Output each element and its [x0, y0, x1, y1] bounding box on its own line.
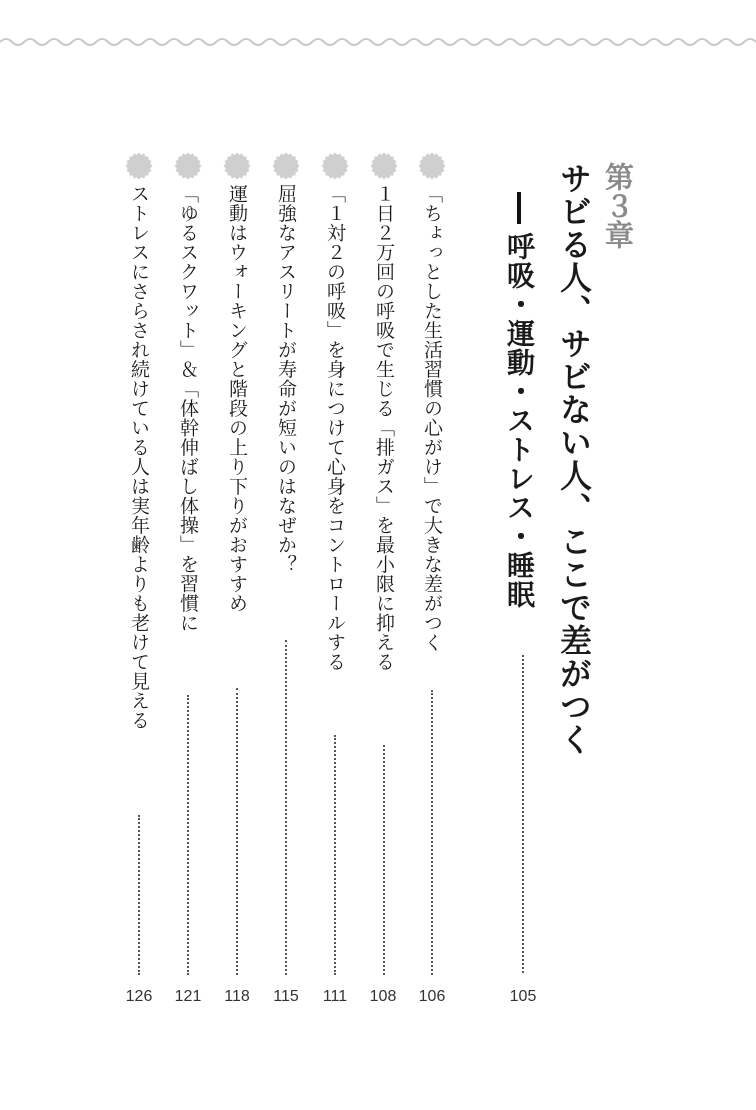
leader-dots-3 — [334, 735, 336, 975]
page-number-5: 118 — [224, 988, 250, 1005]
page-number-1: 106 — [418, 988, 446, 1005]
bullet-badge-icon — [321, 152, 349, 180]
chapter-leader-dots — [522, 655, 524, 973]
bullet-badge-icon — [418, 152, 446, 180]
toc-entry-1[interactable]: 「ちょっとした生活習慣の心がけ」で大きな差がつく — [421, 184, 443, 652]
leader-dots-4 — [285, 640, 287, 975]
bullet-badge-icon — [272, 152, 300, 180]
bullet-badge-icon — [223, 152, 251, 180]
bullet-badge-icon — [370, 152, 398, 180]
bullet-badge-icon — [125, 152, 153, 180]
bullet-badge-icon — [174, 152, 202, 180]
leader-dots-7 — [138, 815, 140, 975]
toc-entry-2[interactable]: １日２万回の呼吸で生じる「排ガス」を最小限に抑える — [373, 184, 395, 672]
toc-entry-7[interactable]: ストレスにさらされ続けている人は実年齢よりも老けて見える — [128, 184, 150, 730]
page-number-6: 121 — [174, 988, 202, 1005]
leader-dots-2 — [383, 745, 385, 975]
toc-entry-4[interactable]: 屈強なアスリートが寿命が短いのはなぜか？ — [275, 184, 297, 574]
top-wavy-border — [0, 34, 756, 50]
page-number-3: 111 — [322, 988, 348, 1005]
chapter-label: 第３章 — [601, 162, 635, 249]
toc-entry-5[interactable]: 運動はウォーキングと階段の上り下りがおすすめ — [226, 184, 248, 613]
leader-dots-6 — [187, 695, 189, 975]
leader-dots-5 — [236, 688, 238, 975]
leader-dots-1 — [431, 690, 433, 975]
toc-entry-3[interactable]: 「１対２の呼吸」を身につけて心身をコントロールする — [324, 184, 346, 672]
chapter-title: サビる人、サビない人、ここで差がつく — [555, 162, 593, 756]
page-number-7: 126 — [125, 988, 153, 1005]
chapter-subtitle: 呼吸・運動・ストレス・睡眠 — [503, 232, 536, 609]
chapter-page-number: 105 — [509, 988, 537, 1005]
page-number-2: 108 — [369, 988, 397, 1005]
toc-entry-6[interactable]: 「ゆるスクワット」＆「体幹伸ばし体操」を習慣に — [177, 184, 199, 633]
page-number-4: 115 — [273, 988, 299, 1005]
subtitle-dash — [517, 192, 521, 224]
